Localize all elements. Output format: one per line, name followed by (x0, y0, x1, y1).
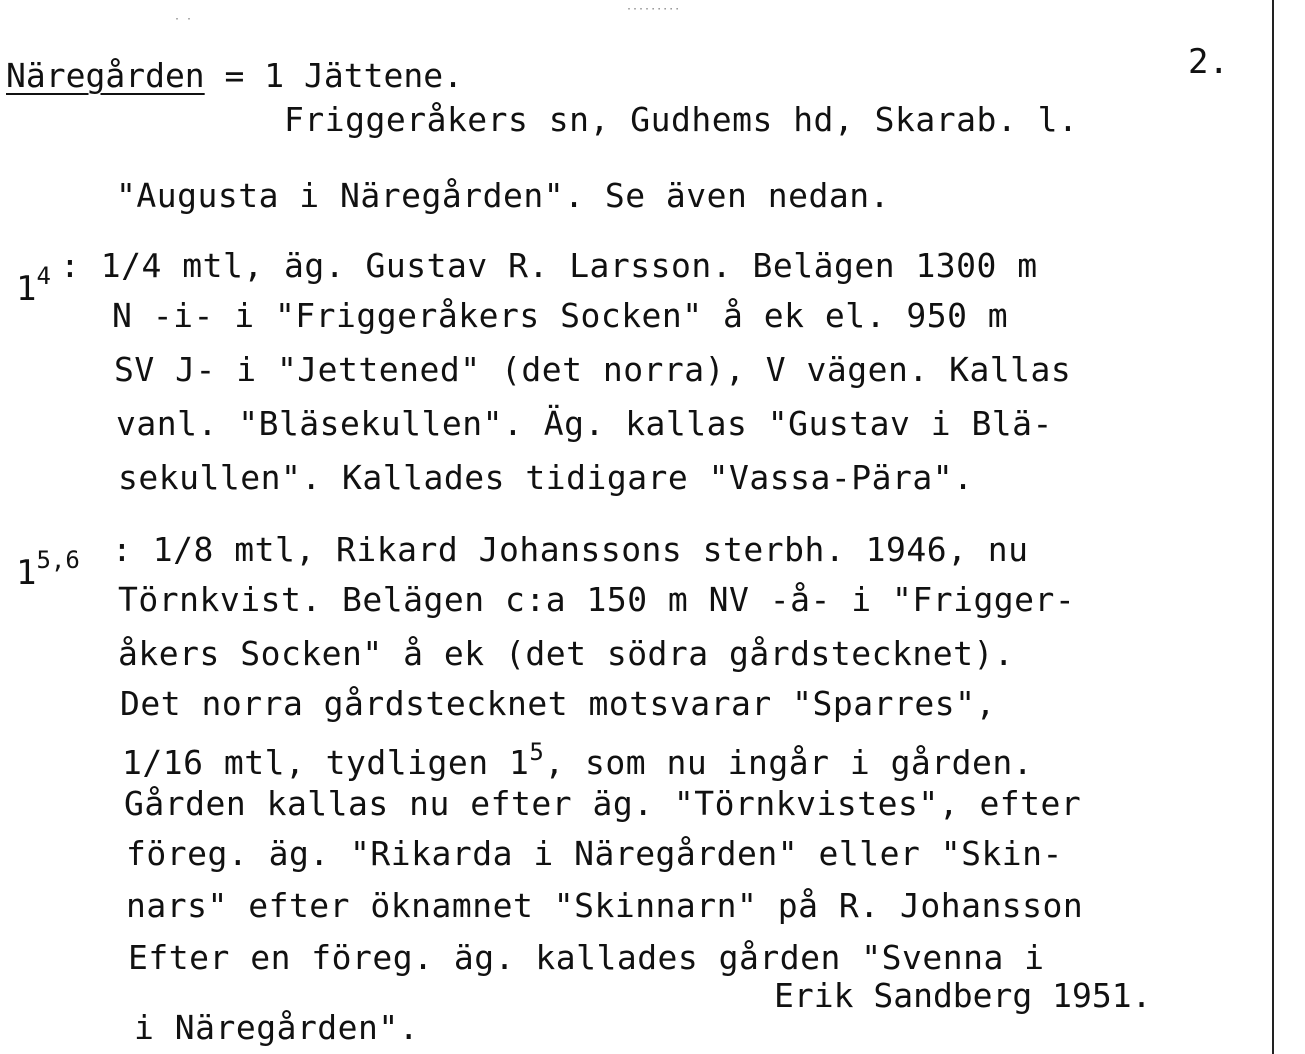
entry-2-line-7: föreg. äg. "Rikarda i Näregården" eller "Skin- (126, 834, 1063, 873)
signature: Erik Sandberg 1951. (774, 976, 1152, 1015)
entry-2-line-10: i Näregården". (134, 1008, 420, 1047)
entry-1-line-4: vanl. "Bläsekullen". Äg. kallas "Gustav i Blä- (116, 404, 1053, 443)
entry-1-line-5: sekullen". Kallades tidigare "Vassa-Pära". (118, 458, 974, 497)
entry-1-line-1: : 1/4 mtl, äg. Gustav R. Larsson. Belägen 1300 m (60, 246, 1038, 285)
entry-1-line-2: N -i- i "Friggeråkers Socken" å ek el. 950 m (112, 296, 1009, 335)
entry-2-line-5: 1/16 mtl, tydligen $1^5$, som nu ingår i gården. (122, 738, 1034, 782)
page-number: 2. (1188, 42, 1229, 82)
inline-superscript: 5 (529, 738, 545, 766)
scan-speck: · · (174, 14, 193, 25)
entry-2-line-2: Törnkvist. Belägen c:a 150 m NV -å- i "Frigger- (118, 580, 1076, 619)
entry-2-superscript: 5,6 (36, 546, 80, 574)
entry-2-line-9: Efter en föreg. äg. kallades gården "Svenna i (128, 938, 1045, 977)
intro-line: "Augusta i Näregården". Se även nedan. (116, 176, 890, 215)
entry-1-line-3: SV J- i "Jettened" (det norra), V vägen. Kallas (114, 350, 1072, 389)
entry-2-line-8: nars" efter öknamnet "Skinnarn" på R. Johansson (126, 886, 1084, 925)
location-line: Friggeråkers sn, Gudhems hd, Skarab. l. (284, 100, 1079, 139)
entry-2-line-3: åkers Socken" å ek (det södra gårdstecknet). (118, 634, 1015, 673)
card-title (6, 56, 463, 96)
entry-2-line-6: Gården kallas nu efter äg. "Törnkvistes", efter (124, 784, 1082, 823)
entry-2-line-1: : 1/8 mtl, Rikard Johanssons sterbh. 1946, nu (112, 530, 1029, 569)
title-suffix: = 1 Jättene. (204, 56, 463, 95)
entry-1-superscript: 4 (36, 262, 51, 290)
entry-2-line-4: Det norra gårdstecknet motsvarar "Sparres", (120, 684, 996, 723)
scan-speck: ········· (626, 4, 681, 15)
entry-1-number: $1^4$ (16, 262, 51, 309)
card-right-border (1272, 0, 1274, 1054)
place-name: Näregården (6, 56, 205, 95)
entry-2-number: 1$^{5,6}$ (16, 546, 80, 593)
